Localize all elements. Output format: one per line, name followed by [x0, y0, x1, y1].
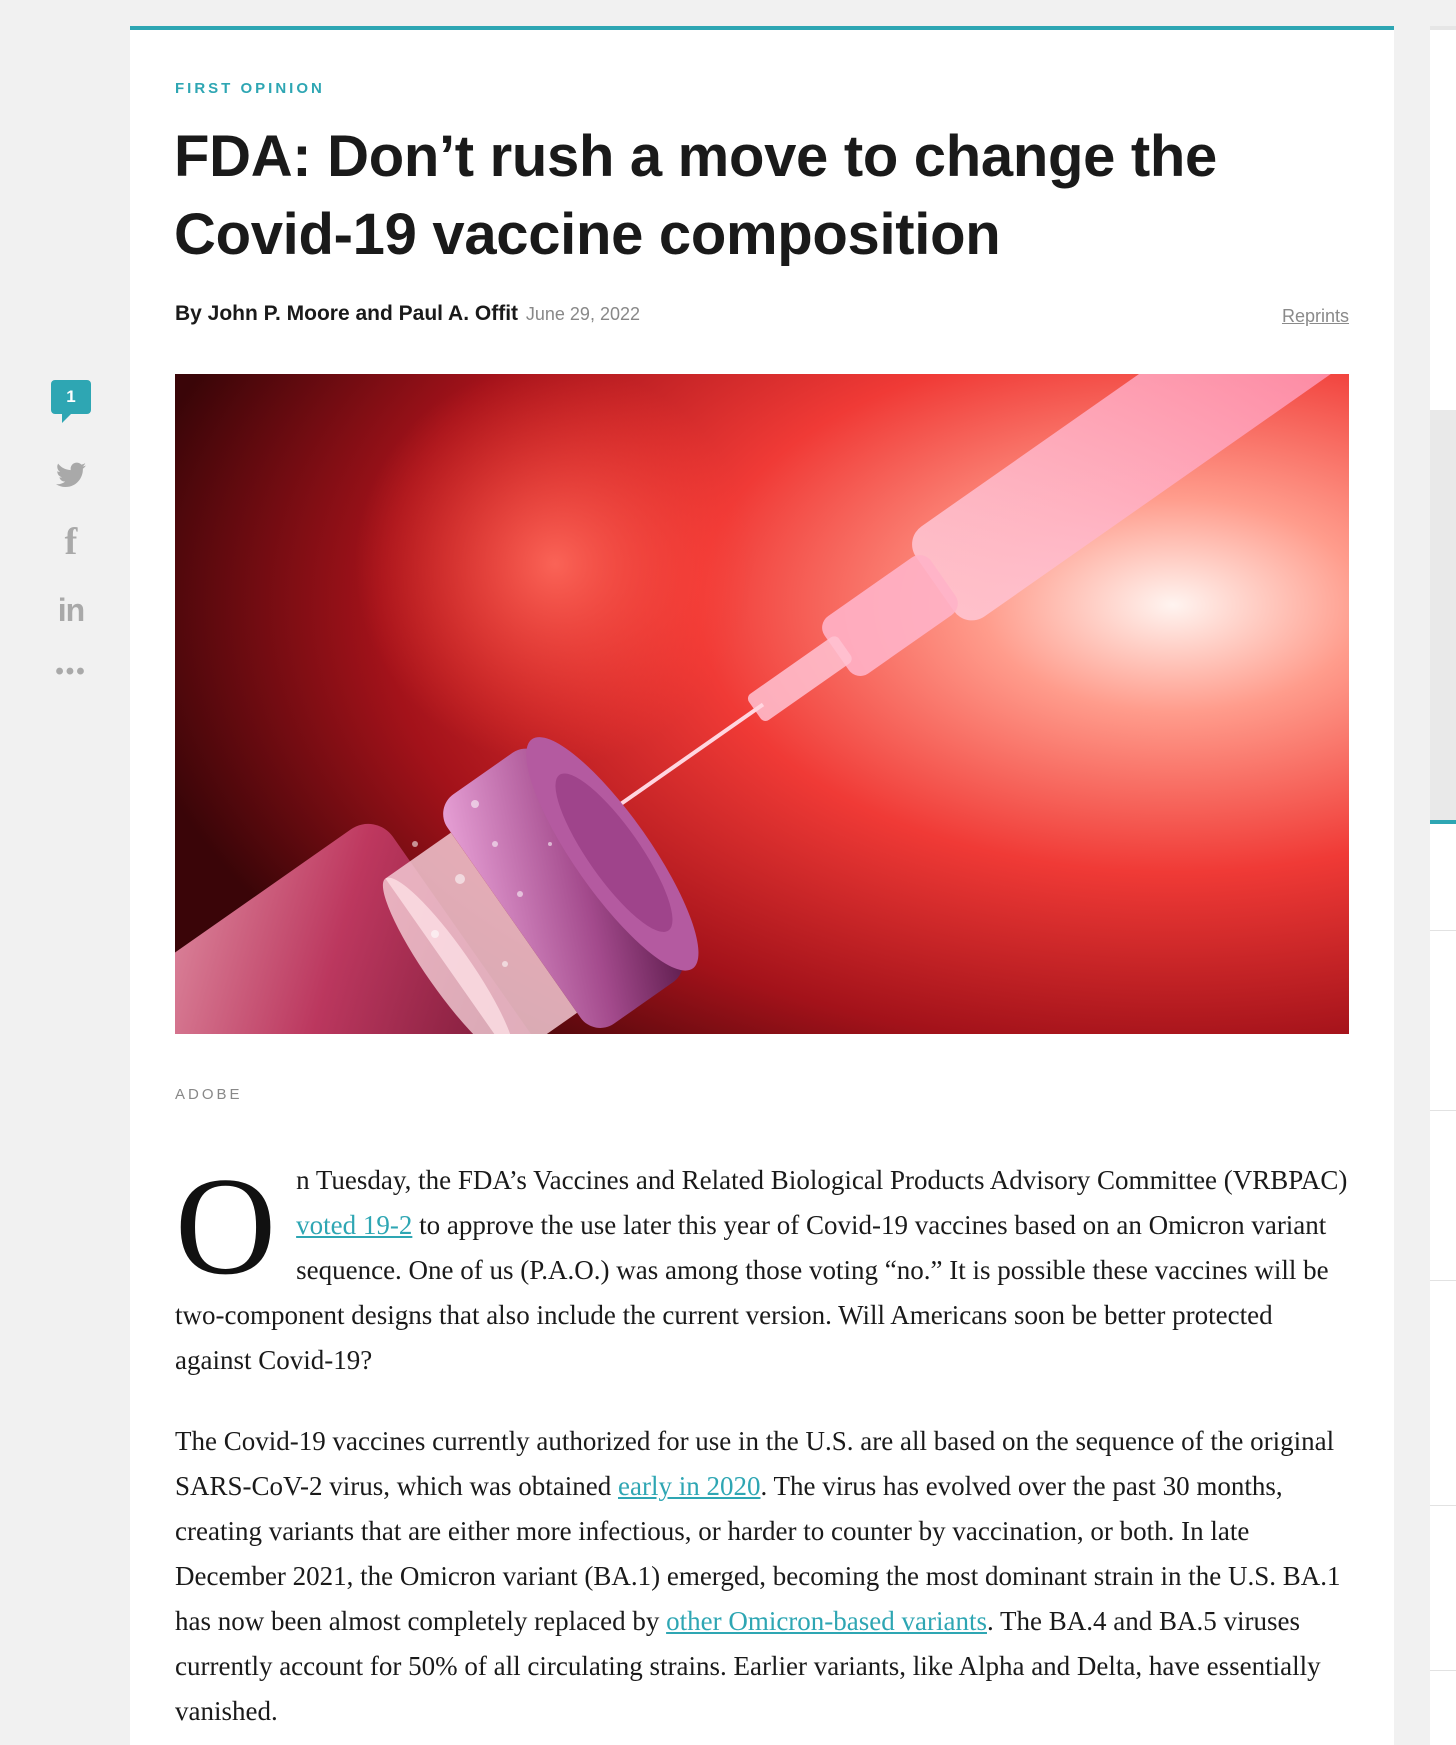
vaccine-vial-photo	[175, 374, 1349, 1034]
publish-date: June 29, 2022	[525, 304, 640, 324]
paragraph-1-text-b: to approve the use later this year of Covid-19 vaccines based on an Omicron variant sequence. One of us (P.A.O.) was among those voting “no.” It is possible these vaccines will be two-component designs that also include the current version. Will Americans soon be better protected against Covid-19?	[175, 1210, 1329, 1375]
paragraph-1	[175, 1149, 1355, 1383]
rail-divider	[1430, 1110, 1456, 1111]
early-in-2020-link[interactable]: early in 2020	[618, 1471, 761, 1501]
dropcap: O	[175, 1149, 277, 1304]
comments-button[interactable]	[50, 380, 92, 414]
byline	[175, 302, 640, 326]
article-body	[175, 1149, 1355, 1745]
facebook-icon: f	[64, 521, 78, 563]
more-share-button[interactable]	[50, 658, 92, 686]
rail-divider	[1430, 930, 1456, 931]
image-credit: ADOBE	[175, 1086, 243, 1103]
rail-ad-slot	[1430, 410, 1456, 820]
paragraph-1-text-a: n Tuesday, the FDA’s Vaccines and Related Biological Products Advisory Committee (VRBPAC)	[296, 1165, 1348, 1195]
voted-19-2-link[interactable]: voted 19-2	[296, 1210, 413, 1240]
twitter-icon	[56, 462, 86, 488]
article-card	[130, 26, 1394, 1745]
more-icon: •••	[55, 658, 87, 685]
article-headline: FDA: Don’t rush a move to change the Covid-19 vaccine composition	[174, 124, 1217, 267]
rail-divider	[1430, 1280, 1456, 1281]
paragraph-2-text-a: The Covid-19 vaccines currently authorized for use in the U.S. are all based on the sequence of the original SARS-CoV-2 virus, which was obtained	[175, 1426, 1335, 1501]
hero-image	[175, 374, 1349, 1034]
twitter-share-button[interactable]	[50, 462, 92, 488]
section-kicker[interactable]: FIRST OPINION	[175, 80, 325, 97]
other-omicron-variants-link[interactable]: other Omicron-based variants	[666, 1606, 987, 1636]
comment-count-badge: 1	[51, 380, 91, 414]
reprints-link[interactable]: Reprints	[1281, 306, 1349, 326]
linkedin-icon: in	[57, 592, 85, 628]
facebook-share-button[interactable]	[50, 520, 92, 564]
rail-section-border	[1430, 820, 1456, 824]
linkedin-share-button[interactable]	[50, 592, 92, 629]
rail-divider	[1430, 1670, 1456, 1671]
rail-divider	[1430, 1505, 1456, 1506]
right-rail	[1430, 26, 1456, 1745]
paragraph-2-text-c: . The BA.4 and BA.5 viruses currently account for 50% of all circulating strains. Earlier variants, like Alpha and Delta, have essentially vanished.	[175, 1606, 1321, 1726]
paragraph-2	[175, 1419, 1355, 1734]
author-names[interactable]: By John P. Moore and Paul A. Offit	[175, 302, 519, 325]
paragraph-2-text-b: . The virus has evolved over the past 30 months, creating variants that are either more infectious, or harder to counter by vaccination, or both. In late December 2021, the Omicron variant (BA.1) emerged, becoming the most dominant strain in the U.S. BA.1 has now been almost completely replaced by	[175, 1471, 1341, 1636]
